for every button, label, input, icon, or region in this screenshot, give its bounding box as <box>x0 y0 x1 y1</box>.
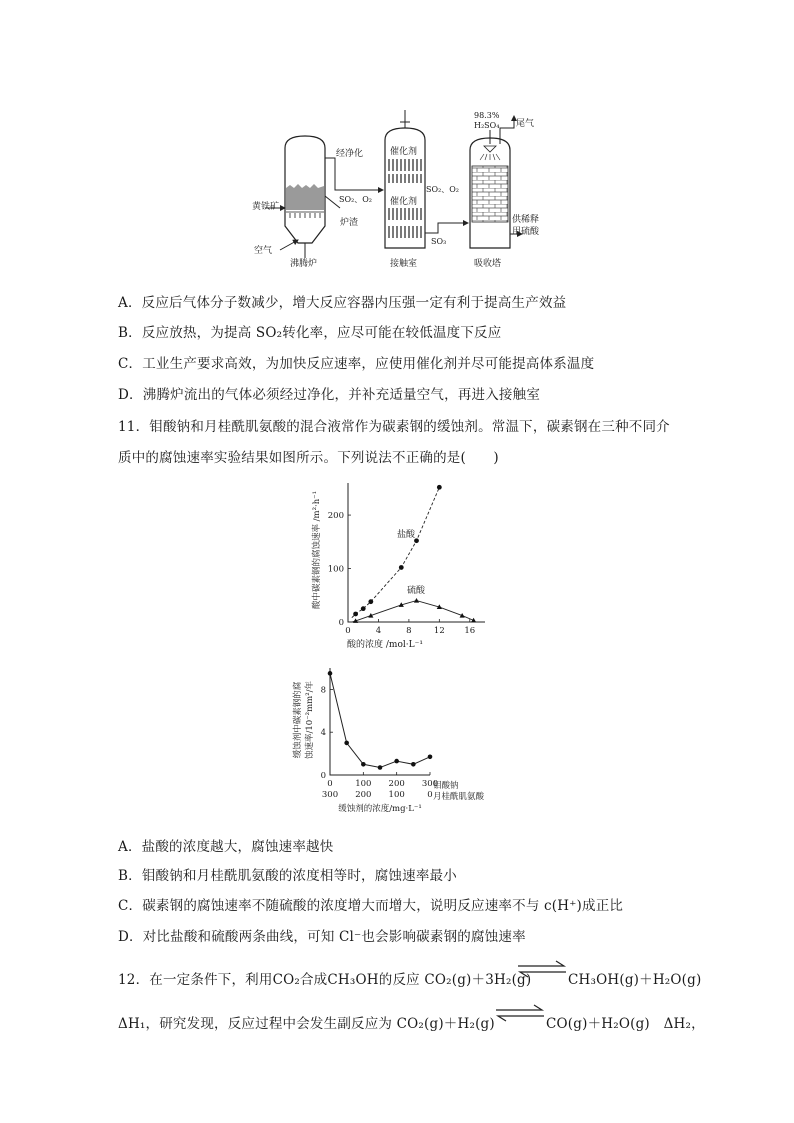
equilibrium-arrows-1 <box>516 960 568 978</box>
q10-option-c: C．工业生产要求高效，为加快反应速率，应使用催化剂并尽可能提高体系温度 <box>118 356 595 372</box>
chart1-series-hcl-label: 盐酸 <box>397 530 416 540</box>
chart2-marks <box>328 671 433 770</box>
chart2-y-tick-label: 8 <box>320 685 326 696</box>
chart1-series-h2so4-label: 硫酸 <box>407 586 426 596</box>
chart1-x-tick-label: 16 <box>464 626 476 636</box>
chart2-point <box>394 759 399 764</box>
boiling-furnace-label: 沸腾炉 <box>290 259 318 269</box>
contact-chamber <box>385 110 425 248</box>
q11-option-c: C．碳素钢的腐蚀速率不随硫酸的浓度增大而增大，说明反应速率不与 c(H⁺)成正比 <box>118 898 624 914</box>
absorption-tower-label: 吸收塔 <box>474 259 502 269</box>
chart1-marks <box>352 485 476 623</box>
chart2-x-tick-top-label: 200 <box>388 779 405 789</box>
chart2-xlabel-bottom: 月桂酰肌氨酸 <box>433 792 485 802</box>
chart1-hcl-point <box>437 485 442 490</box>
chart2-axis-lines <box>330 668 430 775</box>
chart1-x-tick-label: 0 <box>345 626 351 636</box>
q12-line-2a: ΔH₁，研究发现，反应过程中会发生副反应为 CO₂(g)＋H₂(g) <box>118 1016 495 1032</box>
chart1-hcl-point <box>361 606 366 611</box>
q12-line-1b: CH₃OH(g)＋H₂O(g) <box>568 972 702 988</box>
chart1-x-tick-label: 4 <box>375 626 382 636</box>
q12-line-2b: CO(g)＋H₂O(g) ΔH₂， <box>546 1016 705 1032</box>
dilute-label-1: 供稀释 <box>512 215 540 225</box>
chart2-x-tick-top-label: 0 <box>327 779 333 789</box>
q10-option-a: A．反应后气体分子数减少，增大反应容器内压强一定有利于提高生产效益 <box>118 295 567 311</box>
tail-gas-label: 尾气 <box>516 119 535 129</box>
chart2-point <box>411 762 416 767</box>
chart1-y-tick-label: 100 <box>327 564 344 575</box>
catalyst-mid-label: 催化剂 <box>390 197 418 207</box>
pyrite-label: 黄铁矿 <box>252 202 280 212</box>
chart1-x-tick-label: 8 <box>406 626 412 636</box>
chart1-ylabel: 酸中碳素钢的腐蚀速率 /m²·h⁻¹ <box>312 490 322 610</box>
chart2-x-tick-bottom-label: 0 <box>427 790 433 800</box>
h2so4-formula-label: H₂SO₄ <box>474 121 500 130</box>
purify-label: 经净化 <box>336 149 364 159</box>
chart1-h2so4-point <box>414 598 419 603</box>
chart1-hcl-point <box>353 612 358 617</box>
chart2-point <box>428 755 433 760</box>
air-label: 空气 <box>254 246 273 256</box>
q12-line-1a: 12．在一定条件下，利用CO₂合成CH₃OH的反应 CO₂(g)＋3H₂(g) <box>118 972 532 988</box>
chart1-y-tick-label: 0 <box>338 618 344 628</box>
chart1-hcl-point <box>399 565 404 570</box>
q11-stem-line-2: 质中的腐蚀速率实验结果如图所示。下列说法不正确的是( ) <box>118 450 499 466</box>
equilibrium-arrows-2 <box>494 1004 546 1022</box>
chart2-axes <box>330 668 430 775</box>
chart2-point <box>344 741 349 746</box>
chart1-xlabel: 酸的浓度 /mol·L⁻¹ <box>347 640 423 650</box>
chart2-ylabel-1: 缓蚀剂中碳素钢的腐 <box>293 681 303 759</box>
catalyst-top-label: 催化剂 <box>390 147 418 157</box>
q10-option-b: B．反应放热，为提高 SO₂转化率，应尽可能在较低温度下反应 <box>118 325 502 341</box>
so3-label: SO₃ <box>431 237 447 246</box>
chart2-x-tick-top-label: 100 <box>355 779 372 789</box>
q10-option-d: D．沸腾炉流出的气体必须经过净化，并补充适量空气，再进入接触室 <box>118 387 541 403</box>
so2-o2-label-left: SO₂、O₂ <box>339 195 373 204</box>
dilute-label-2: 用硫酸 <box>512 227 540 237</box>
chart1-y-tick-label: 200 <box>327 511 344 522</box>
chart2-y-tick-label: 4 <box>320 728 326 739</box>
purified-gas-pipe <box>325 158 383 190</box>
chart2-x-tick-bottom-label: 100 <box>388 790 405 800</box>
chart2-xlabel: 缓蚀剂的浓度/mg·L⁻¹ <box>338 804 422 814</box>
boiling-furnace <box>265 136 340 258</box>
chart2-y-tick-label: 0 <box>320 771 326 781</box>
chart2-line <box>330 673 430 767</box>
q11-stem-line-1: 11．钼酸钠和月桂酰肌氨酸的混合液常作为碳素钢的缓蚀剂。常温下，碳素钢在三种不同介 <box>118 419 670 435</box>
slag-label: 炉渣 <box>340 218 359 228</box>
acid-corrosion-chart <box>305 475 505 655</box>
chart2-x-tick-bottom-label: 200 <box>355 790 372 800</box>
chart2-x-tick-top-label: 300 <box>421 779 439 789</box>
inhibitor-corrosion-chart <box>290 662 520 817</box>
so2-o2-label-right: SO₂、O₂ <box>426 185 460 194</box>
h2so4-percent-label: 98.3% <box>474 111 500 120</box>
ore-bed <box>286 188 324 210</box>
chart2-point <box>328 671 333 676</box>
chart2-x-tick-bottom-label: 300 <box>321 790 339 800</box>
q11-option-d: D．对比盐酸和硫酸两条曲线，可知 Cl⁻也会影响碳素钢的腐蚀速率 <box>118 929 526 945</box>
contact-chamber-label: 接触室 <box>390 259 418 269</box>
q11-option-b: B．钼酸钠和月桂酰肌氨酸的浓度相等时，腐蚀速率最小 <box>118 868 457 884</box>
q11-option-a: A．盐酸的浓度越大，腐蚀速率越快 <box>118 839 334 855</box>
chart1-hcl-line <box>352 487 440 617</box>
chart2-ticks <box>321 685 439 800</box>
so3-pipe <box>425 223 468 233</box>
chart1-x-tick-label: 12 <box>433 626 445 636</box>
chart2-ylabel-2: 蚀速率/10⁻²mm²/年 <box>305 681 315 759</box>
chart1-hcl-point <box>368 599 373 604</box>
chart2-point <box>378 765 383 770</box>
chart2-xlabel-top: 钼酸钠 <box>433 781 459 791</box>
sulfuric-acid-process-diagram <box>240 108 560 273</box>
chart2-point <box>361 762 366 767</box>
